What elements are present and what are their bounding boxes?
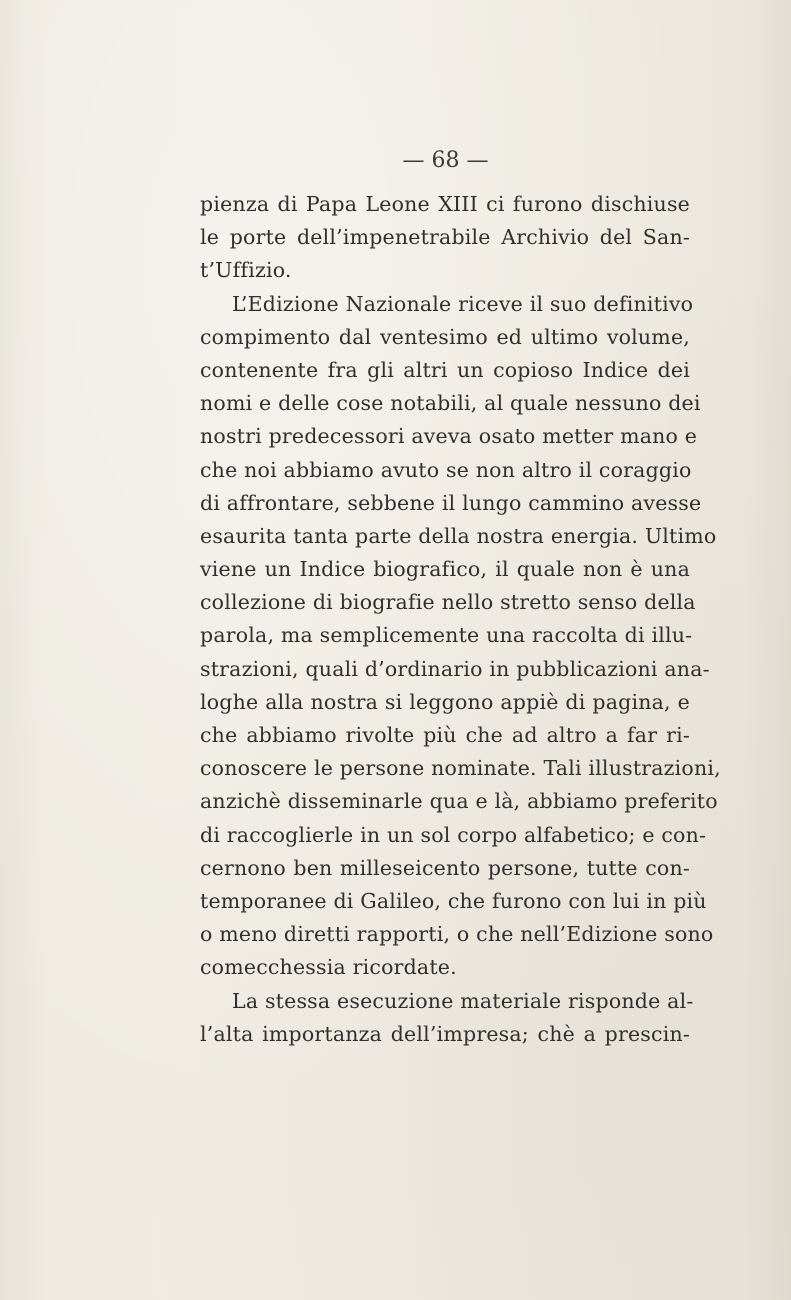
text-line: che noi abbiamo avuto se non altro il coraggio — [200, 457, 692, 482]
text-line: nostri predecessori aveva osato metter mano e — [200, 424, 698, 449]
text-line: conoscere le persone nominate. Tali illustrazioni, — [200, 756, 721, 781]
text-line: loghe alla nostra si leggono appiè di pagina, e — [200, 689, 690, 714]
text-line: cernono ben milleseicento persone, tutte con- — [200, 855, 690, 880]
text-line: le porte dell’impenetrabile Archivio del San- — [200, 225, 690, 250]
text-line: di affrontare, sebbene il lungo cammino avesse — [200, 490, 702, 515]
text-line: comecchessia ricordate. — [200, 955, 457, 980]
text-line: o meno diretti rapporti, o che nell’Edizione sono — [200, 922, 714, 947]
text-line: contenente fra gli altri un copioso Indice dei — [200, 357, 690, 382]
text-line: strazioni, quali d’ordinario in pubblicazioni ana- — [200, 656, 710, 681]
text-line: compimento dal ventesimo ed ultimo volume, — [200, 324, 690, 349]
text-line: di raccoglierle in un sol corpo alfabetico; e con- — [200, 822, 707, 847]
page-number: — 68 — — [402, 148, 489, 173]
body-text — [200, 188, 721, 1051]
text-line: nomi e delle cose notabili, al quale nessuno dei — [200, 391, 701, 416]
text-line: che abbiamo rivolte più che ad altro a far ri- — [200, 723, 690, 747]
text-line: viene un Indice biografico, il quale non è una — [200, 557, 690, 582]
text-line: parola, ma semplicemente una raccolta di illu- — [200, 623, 693, 648]
text-line: pienza di Papa Leone XIII ci furono dischiuse — [200, 192, 690, 216]
text-line: t’Uffizio. — [200, 258, 292, 283]
text-line: collezione di biografie nello stretto senso della — [200, 590, 696, 615]
text-line: anzichè disseminarle qua e là, abbiamo preferito — [200, 789, 718, 814]
text-line: La stessa esecuzione materiale risponde al- — [232, 988, 694, 1013]
text-line: temporanee di Galileo, che furono con lui in più — [200, 888, 707, 913]
text-line: L’Edizione Nazionale riceve il suo definitivo — [232, 291, 694, 316]
text-line: esaurita tanta parte della nostra energia. Ultimo — [200, 523, 717, 548]
text-line: l’alta importanza dell’impresa; chè a prescin- — [200, 1021, 690, 1046]
